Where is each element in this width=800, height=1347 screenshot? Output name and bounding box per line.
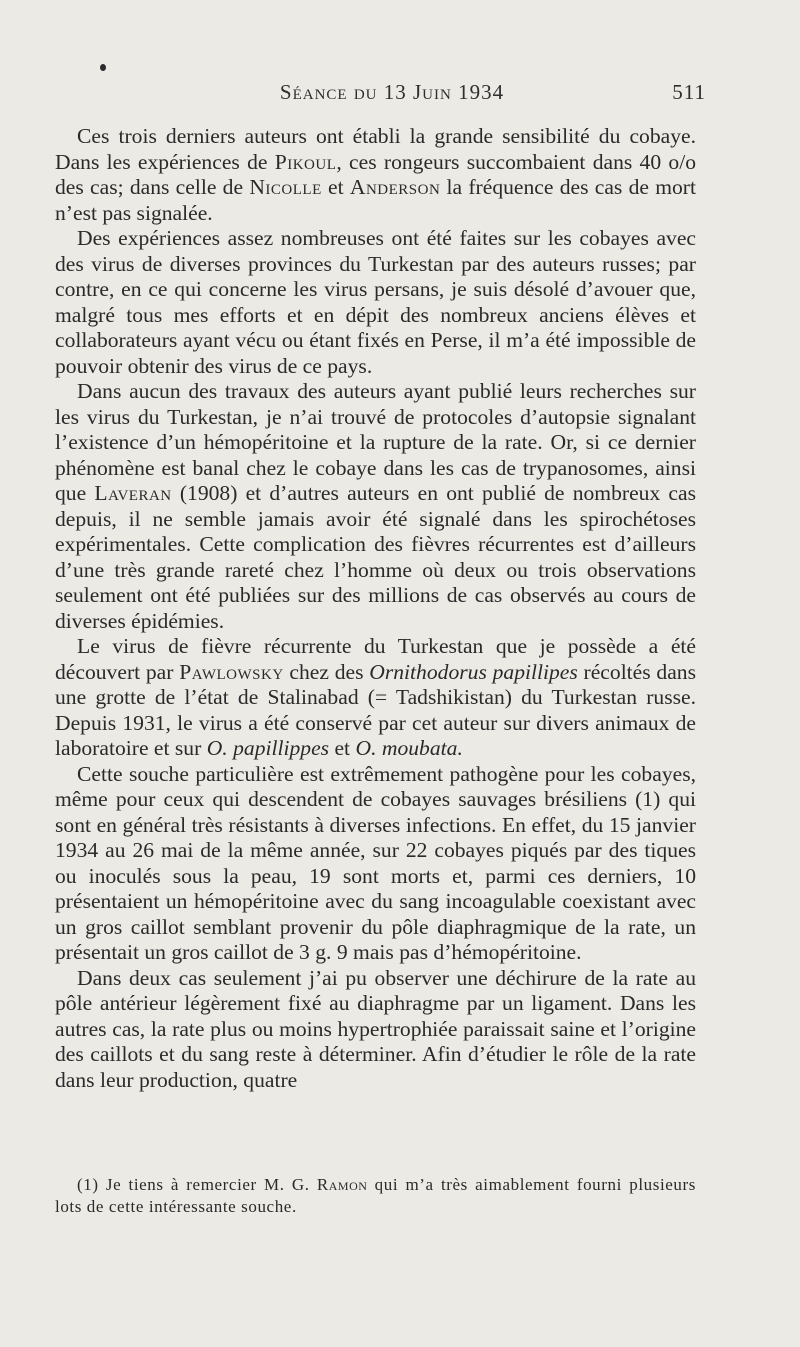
running-head: Séance du 13 Juin 1934 [279, 80, 505, 104]
text-run: (1) Je tiens à remercier M. G. [77, 1175, 317, 1194]
paragraph [55, 762, 696, 966]
text-run: Cette souche particulière est extrêmement pathogène pour les cobayes, même pour ceux qui descendent de cobayes sauvages brésiliens (1) qui sont en général très résistants à diverses infections. En effet, du 15 janvier 1934 au 26 mai de la même année, sur 22 cobayes piqués par des tiques ou inoculés sous la peau, 19 sont morts et, parmi ces derniers, 10 présentaient un hémopéritoine avec du sang incoagulable coexistant avec un gros caillot semblant provenir du pôle diaphragmique de la rate, un présentait un gros caillot de 3 g. 9 mais pas d’hémopéritoine. [55, 761, 696, 964]
text-run: et [321, 175, 350, 199]
text-run: récoltés dans une grotte de l’état de Stalinabad (= Tadshikistan) du Turkestan russe. Depuis 1931, le virus a été conservé par cet auteur sur divers animaux de laboratoire et sur [55, 659, 697, 760]
text-run: et [329, 736, 356, 760]
text-run: , ces rongeurs succombaient dans 40 o/o des cas; dans celle de [55, 149, 696, 199]
paragraph [55, 634, 696, 762]
paragraph [55, 226, 696, 379]
footnote [55, 1174, 696, 1218]
species-name: O. papillippes [206, 736, 330, 760]
text-run: chez des [283, 659, 370, 684]
paragraph [55, 379, 696, 634]
body-text [55, 124, 696, 1093]
text-run: Dans deux cas seulement j’ai pu observer une déchirure de la rate au pôle antérieur légèrement fixé au diaphragme par un ligament. Dans les autres cas, la rate plus ou moins hypertrophiée paraissait saine et l’origine des caillots et du sang reste à déterminer. Afin d’étudier le rôle de la rate dans leur production, quatre [55, 965, 696, 1092]
text-run: la fréquence des cas de mort n’est pas signalée. [55, 175, 696, 225]
author-name: Pawlowsky [179, 659, 284, 684]
text-run: Le virus de fièvre récurrente du Turkestan que je possède a été découvert par [55, 634, 696, 684]
text-run: qui m’a très aimablement fourni plusieurs lots de cette intéressante souche. [55, 1175, 697, 1216]
species-name: Ornithodorus papillipes [369, 659, 578, 684]
author-name: Laveran [94, 481, 172, 505]
author-name: Ramon [316, 1175, 368, 1194]
paragraph [55, 124, 696, 226]
author-name: Anderson [349, 175, 441, 199]
text-run: Ces trois derniers auteurs ont établi la grande sensibilité du cobaye. Dans les expériences de [55, 124, 696, 174]
page-number: 511 [672, 80, 706, 104]
text-run: (1908) et d’autres auteurs en ont publié de nombreux cas depuis, il ne semble jamais avoir été signalé dans les spirochétoses expérimentales. Cette complication des fièvres récurrentes est d’ailleurs d’une très grande rareté chez l’homme où deux ou trois observations seulement ont été publiées sur des millions de cas observés au cours de diverses épidémies. [55, 481, 697, 633]
author-name: Nicolle [249, 175, 322, 199]
species-name: O. moubata. [355, 736, 463, 760]
footnote-text [55, 1174, 696, 1218]
ink-dot [100, 64, 106, 71]
text-run: Des expériences assez nombreuses ont été faites sur les cobayes avec des virus de diverses provinces du Turkestan par des auteurs russes; par contre, en ce qui concerne les virus persans, je suis désolé d’avouer que, malgré tous mes efforts et en dépit des nombreux anciens élèves et collaborateurs ayant vécu ou étant fixés en Perse, il m’a été impossible de pouvoir obtenir des virus de ce pays. [55, 226, 696, 378]
author-name: Pikoul [274, 149, 337, 174]
text-run: Dans aucun des travaux des auteurs ayant publié leurs recherches sur les virus du Turkestan, je n’ai trouvé de protocoles d’autopsie signalant l’existence d’un hémopéritoine et la rupture de la rate. Or, si ce dernier phénomène est banal chez le cobaye dans les cas de trypanosomes, ainsi que [55, 379, 696, 505]
page-header [78, 80, 706, 110]
paragraph [55, 966, 696, 1094]
